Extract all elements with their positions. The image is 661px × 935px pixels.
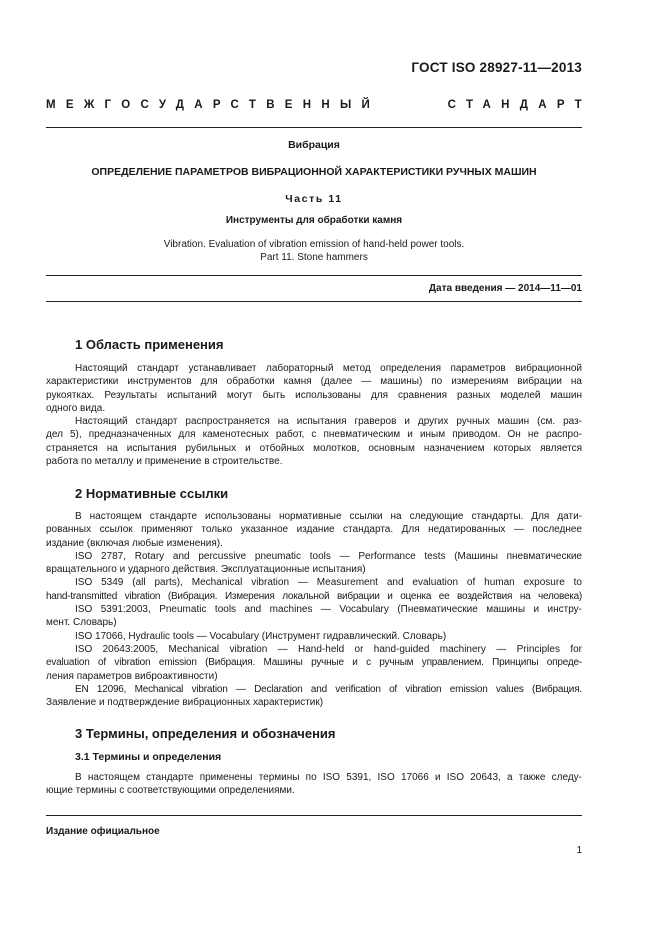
subtitle: Инструменты для обработки камня bbox=[225, 215, 403, 226]
standard-banner bbox=[46, 99, 592, 111]
text-line: вращательного и ударного действия. Эксплуатационные испытания) bbox=[46, 564, 366, 576]
text-line: hand-transmitted vibration (Вибрация. Измерения локальной вибрации и оценка ее воздействия на человека) bbox=[46, 590, 582, 602]
text-line: Настоящий стандарт устанавливает лабораторный метод определения параметров вибрационной bbox=[75, 363, 582, 374]
effective-date: Дата введения — 2014—11—01 bbox=[428, 283, 582, 294]
document-code: ГОСТ ISO 28927-11—2013 bbox=[411, 60, 582, 75]
section3-heading: 3 Термины, определения и обозначения bbox=[75, 726, 336, 741]
section2-heading: 2 Нормативные ссылки bbox=[75, 486, 229, 501]
text-line: Настоящий стандарт распространяется на испытания граверов и других ручных машин (см. раз- bbox=[75, 416, 582, 428]
text-line: страняется на испытания рубильных и отбойных молотков, основным назначением которых является bbox=[46, 442, 582, 454]
page-number: 1 bbox=[576, 845, 582, 856]
text-line: рованных ссылок применяют только указанное издание стандарта. Для недатированных — последнее bbox=[46, 524, 582, 536]
text-line: мент. Словарь) bbox=[46, 617, 117, 629]
section1-body bbox=[46, 362, 582, 468]
text-line: дел 5), предназначенных для каменотесных работ, с пневматическим и иным приводом. Он не распро- bbox=[46, 429, 582, 441]
text-line: ления параметров виброактивности) bbox=[46, 670, 218, 682]
text-line: работа по металлу и применение в строительстве. bbox=[46, 456, 283, 468]
banner-word-interstate: МЕЖГОСУДАРСТВЕННЫЙ bbox=[46, 99, 381, 111]
section3-1-heading: 3.1 Термины и определения bbox=[75, 751, 222, 763]
english-title-line2: Part 11. Stone hammers bbox=[260, 252, 368, 263]
text-line: ющие термины с соответствующими определениями. bbox=[46, 785, 295, 797]
section3-body bbox=[46, 771, 582, 798]
text-line: evaluation of vibration emission (Вибрация. Машины ручные и с ручным управлением. Принципы опреде- bbox=[46, 657, 582, 669]
topic-title: Вибрация bbox=[288, 139, 340, 151]
main-title: ОПРЕДЕЛЕНИЕ ПАРАМЕТРОВ ВИБРАЦИОННОЙ ХАРАКТЕРИСТИКИ РУЧНЫХ МАШИН bbox=[91, 166, 537, 178]
text-line: EN 12096, Mechanical vibration — Declaration and verification of vibration emission values (Вибрация. bbox=[75, 683, 582, 695]
section1-heading: 1 Область применения bbox=[75, 337, 224, 352]
date-divider bbox=[46, 301, 582, 302]
text-line: ISO 2787, Rotary and percussive pneumatic tools — Performance tests (Машины пневматические bbox=[75, 550, 582, 562]
section2-body bbox=[46, 510, 582, 709]
header-divider bbox=[46, 127, 582, 128]
text-line: ISO 17066, Hydraulic tools — Vocabulary (Инструмент гидравлический. Словарь) bbox=[75, 630, 447, 642]
text-line: рукоятках. Результаты испытаний могут быть использованы для сравнения разных моделей машин bbox=[46, 389, 582, 401]
text-line: Заявление и подтверждение вибрационных характеристик) bbox=[46, 697, 324, 709]
part-title: Часть 11 bbox=[285, 193, 343, 205]
text-line: В настоящем стандарте использованы нормативные ссылки на следующие стандарты. Для дати- bbox=[75, 511, 582, 522]
text-line: ISO 20643:2005, Mechanical vibration — Hand-held or hand-guided machinery — Principles for bbox=[75, 643, 582, 655]
text-line: В настоящем стандарте применены термины по ISO 5391, ISO 17066 и ISO 20643, а также следу- bbox=[75, 772, 582, 783]
footer-divider bbox=[46, 815, 582, 816]
banner-word-standard: СТАНДАРТ bbox=[447, 99, 592, 111]
official-edition-label: Издание официальное bbox=[46, 826, 160, 837]
text-line: издание (включая любые изменения). bbox=[46, 537, 223, 549]
title-divider bbox=[46, 275, 582, 276]
text-line: характеристики инструментов для обработки камня (далее — машины) по измерениям вибрации на bbox=[46, 376, 582, 388]
text-line: ISO 5391:2003, Pneumatic tools and machines — Vocabulary (Пневматические машины и инстру- bbox=[75, 604, 582, 616]
text-line: одного вида. bbox=[46, 402, 106, 414]
text-line: ISO 5349 (all parts), Mechanical vibration — Measurement and evaluation of human exposure to bbox=[75, 577, 582, 589]
english-title-line1: Vibration. Evaluation of vibration emission of hand-held power tools. bbox=[163, 239, 465, 250]
